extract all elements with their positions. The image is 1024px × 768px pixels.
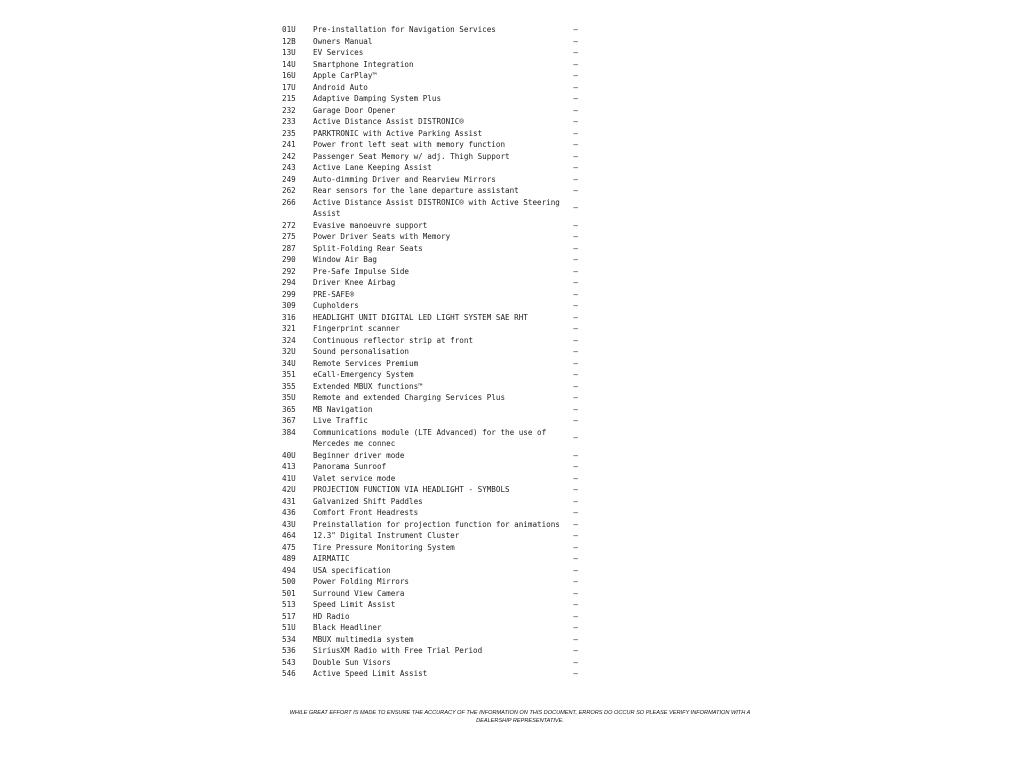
option-row — [282, 668, 582, 680]
option-price: — — [573, 433, 578, 443]
option-description: Garage Door Opener — [313, 105, 396, 115]
option-price: — — [573, 669, 578, 678]
option-price: — — [573, 462, 578, 471]
option-price: — — [573, 577, 578, 586]
option-code: 241 — [282, 140, 296, 149]
option-description: Active Distance Assist DISTRONIC® — [313, 117, 464, 126]
option-row — [282, 484, 582, 496]
option-row — [282, 599, 582, 611]
option-code: 272 — [282, 220, 296, 230]
option-description: Evasive manoeuvre support — [313, 220, 428, 230]
option-row — [282, 404, 582, 416]
option-description: USA specification — [313, 565, 391, 575]
option-price: — — [573, 588, 578, 598]
option-code: 266 — [282, 197, 296, 207]
option-row — [282, 473, 582, 485]
option-price: — — [573, 542, 578, 552]
option-row — [282, 461, 582, 473]
option-price: — — [573, 94, 578, 103]
option-price: — — [573, 151, 578, 161]
option-description: Panorama Sunroof — [313, 462, 387, 471]
option-row — [282, 277, 582, 289]
option-price: — — [573, 335, 578, 345]
option-row — [282, 162, 582, 174]
option-price: — — [573, 554, 578, 563]
option-price: — — [573, 347, 578, 356]
option-description: Adaptive Damping System Plus — [313, 94, 442, 103]
option-code: 436 — [282, 508, 296, 517]
option-code: 384 — [282, 427, 296, 437]
option-row — [282, 346, 582, 358]
option-row — [282, 369, 582, 381]
option-row — [282, 507, 582, 519]
option-row — [282, 243, 582, 255]
option-code: 517 — [282, 611, 296, 621]
option-description: Active Speed Limit Assist — [313, 669, 428, 678]
option-price: — — [573, 36, 578, 46]
option-description: Power Driver Seats with Memory — [313, 232, 451, 241]
option-code: 534 — [282, 634, 296, 644]
option-price: — — [573, 71, 578, 80]
option-code: 14U — [282, 59, 296, 69]
option-row — [282, 82, 582, 94]
option-code: 262 — [282, 186, 296, 195]
option-price: — — [573, 324, 578, 333]
option-code: 242 — [282, 151, 296, 161]
option-description: HD Radio — [313, 611, 350, 621]
option-row — [282, 300, 582, 312]
option-price: — — [573, 289, 578, 299]
option-price: — — [573, 416, 578, 425]
option-description: Surround View Camera — [313, 588, 405, 598]
option-row — [282, 565, 582, 577]
option-code: 355 — [282, 381, 296, 391]
option-price: — — [573, 255, 578, 264]
option-code: 215 — [282, 94, 296, 103]
option-price: — — [573, 485, 578, 494]
option-description: EV Services — [313, 48, 364, 57]
option-price: — — [573, 634, 578, 644]
option-price: — — [573, 519, 578, 529]
option-price: — — [573, 496, 578, 506]
option-description: Smartphone Integration — [313, 59, 414, 69]
option-row — [282, 415, 582, 427]
option-code: 42U — [282, 485, 296, 494]
option-row — [282, 622, 582, 634]
option-code: 275 — [282, 232, 296, 241]
option-price: — — [573, 657, 578, 667]
option-code: 16U — [282, 71, 296, 80]
option-price: — — [573, 565, 578, 575]
option-description: Passenger Seat Memory w/ adj. Thigh Support — [313, 151, 510, 161]
option-row — [282, 59, 582, 71]
option-price: — — [573, 243, 578, 253]
option-code: 543 — [282, 657, 296, 667]
option-price: — — [573, 611, 578, 621]
option-code: 413 — [282, 462, 296, 471]
option-price: — — [573, 450, 578, 460]
option-row — [282, 657, 582, 669]
option-code: 32U — [282, 347, 296, 356]
option-description: MB Navigation — [313, 404, 373, 414]
option-description: Remote Services Premium — [313, 358, 419, 368]
option-row — [282, 289, 582, 301]
option-row — [282, 645, 582, 657]
option-description: Beginner driver mode — [313, 450, 405, 460]
option-row — [282, 519, 582, 531]
option-description: MBUX multimedia system — [313, 634, 414, 644]
option-row — [282, 231, 582, 243]
option-row — [282, 47, 582, 59]
option-price: — — [573, 600, 578, 609]
option-description: Comfort Front Headrests — [313, 508, 419, 517]
option-price: — — [573, 278, 578, 287]
option-code: 367 — [282, 416, 296, 425]
option-description: Speed Limit Assist — [313, 600, 396, 609]
option-code: 536 — [282, 646, 296, 655]
option-price: — — [573, 531, 578, 540]
option-description: Preinstallation for projection function for animations — [313, 519, 560, 529]
option-description: Black Headliner — [313, 623, 382, 632]
option-row — [282, 105, 582, 117]
option-price: — — [573, 312, 578, 322]
option-description: PARKTRONIC with Active Parking Assist — [313, 128, 483, 138]
option-description: Cupholders — [313, 301, 359, 310]
option-price: — — [573, 186, 578, 195]
option-row — [282, 266, 582, 278]
option-code: 494 — [282, 565, 296, 575]
option-code: 249 — [282, 174, 296, 184]
option-row — [282, 392, 582, 404]
option-row — [282, 634, 582, 646]
option-description: Active Distance Assist DISTRONIC® with Active Steering Assist — [313, 197, 560, 218]
option-row — [282, 24, 582, 36]
option-code: 464 — [282, 531, 296, 540]
option-code: 233 — [282, 117, 296, 126]
option-price: — — [573, 163, 578, 172]
option-code: 51U — [282, 623, 296, 632]
option-description: Pre-installation for Navigation Services — [313, 25, 496, 34]
option-description: Window Air Bag — [313, 255, 378, 264]
option-price: — — [573, 220, 578, 230]
option-code: 513 — [282, 600, 296, 609]
option-description: Remote and extended Charging Services Plus — [313, 393, 506, 402]
option-price: — — [573, 232, 578, 241]
option-price: — — [573, 508, 578, 517]
option-price: — — [573, 105, 578, 115]
option-price: — — [573, 174, 578, 184]
option-description: Apple CarPlay™ — [313, 71, 378, 80]
option-code: 34U — [282, 358, 296, 368]
option-row — [282, 381, 582, 393]
option-code: 489 — [282, 554, 296, 563]
option-row — [282, 588, 582, 600]
option-code: 243 — [282, 163, 296, 172]
option-code: 287 — [282, 243, 296, 253]
option-code: 290 — [282, 255, 296, 264]
option-price: — — [573, 59, 578, 69]
option-description: 12.3" Digital Instrument Cluster — [313, 531, 460, 540]
option-row — [282, 197, 582, 220]
option-description: Galvanized Shift Paddles — [313, 496, 423, 506]
option-row — [282, 323, 582, 335]
option-code: 351 — [282, 370, 296, 379]
option-description: SiriusXM Radio with Free Trial Period — [313, 646, 483, 655]
option-row — [282, 151, 582, 163]
option-row — [282, 335, 582, 347]
option-description: Power Folding Mirrors — [313, 577, 410, 586]
option-price: — — [573, 623, 578, 632]
option-code: 309 — [282, 301, 296, 310]
option-code: 294 — [282, 278, 296, 287]
option-description: Auto-dimming Driver and Rearview Mirrors — [313, 174, 496, 184]
option-code: 13U — [282, 48, 296, 57]
option-price: — — [573, 404, 578, 414]
option-row — [282, 139, 582, 151]
option-description: Live Traffic — [313, 416, 368, 425]
option-description: PRE-SAFE® — [313, 289, 355, 299]
option-price: — — [573, 128, 578, 138]
option-description: Communications module (LTE Advanced) for the use of Mercedes me connec — [313, 427, 547, 448]
option-description: Owners Manual — [313, 36, 373, 46]
option-description: Android Auto — [313, 82, 368, 92]
option-row — [282, 128, 582, 140]
option-price: — — [573, 203, 578, 213]
option-code: 299 — [282, 289, 296, 299]
option-code: 546 — [282, 669, 296, 678]
option-code: 316 — [282, 312, 296, 322]
option-price: — — [573, 473, 578, 483]
option-row — [282, 496, 582, 508]
option-code: 232 — [282, 105, 296, 115]
option-description: Double Sun Visors — [313, 657, 391, 667]
option-code: 324 — [282, 335, 296, 345]
option-description: eCall-Emergency System — [313, 370, 414, 379]
option-code: 35U — [282, 393, 296, 402]
option-price: — — [573, 646, 578, 655]
option-price: — — [573, 140, 578, 149]
option-code: 01U — [282, 25, 296, 34]
option-code: 41U — [282, 473, 296, 483]
option-code: 475 — [282, 542, 296, 552]
option-code: 292 — [282, 266, 296, 276]
option-description: Extended MBUX functions™ — [313, 381, 423, 391]
option-code: 500 — [282, 577, 296, 586]
option-code: 40U — [282, 450, 296, 460]
option-description: Fingerprint scanner — [313, 324, 400, 333]
option-code: 43U — [282, 519, 296, 529]
option-row — [282, 220, 582, 232]
option-code: 321 — [282, 324, 296, 333]
option-description: Tire Pressure Monitoring System — [313, 542, 455, 552]
option-price: — — [573, 381, 578, 391]
option-row — [282, 116, 582, 128]
option-description: Driver Knee Airbag — [313, 278, 396, 287]
option-code: 365 — [282, 404, 296, 414]
option-row — [282, 254, 582, 266]
option-description: Pre-Safe Impulse Side — [313, 266, 410, 276]
option-row — [282, 576, 582, 588]
option-description: AIRMATIC — [313, 554, 350, 563]
option-description: HEADLIGHT UNIT DIGITAL LED LIGHT SYSTEM SAE RHT — [313, 312, 528, 322]
option-row — [282, 611, 582, 623]
option-price: — — [573, 266, 578, 276]
option-description: Continuous reflector strip at front — [313, 335, 474, 345]
option-price: — — [573, 358, 578, 368]
option-row — [282, 70, 582, 82]
option-description: Split-Folding Rear Seats — [313, 243, 423, 253]
option-row — [282, 450, 582, 462]
option-row — [282, 312, 582, 324]
option-row — [282, 553, 582, 565]
option-code: 431 — [282, 496, 296, 506]
option-code: 17U — [282, 82, 296, 92]
option-row — [282, 93, 582, 105]
option-price: — — [573, 48, 578, 57]
options-list — [282, 24, 582, 680]
option-description: Rear sensors for the lane departure assistant — [313, 186, 519, 195]
option-row — [282, 542, 582, 554]
option-description: PROJECTION FUNCTION VIA HEADLIGHT - SYMBOLS — [313, 485, 510, 494]
option-description: Active Lane Keeping Assist — [313, 163, 432, 172]
option-code: 12B — [282, 36, 296, 46]
option-price: — — [573, 301, 578, 310]
option-price: — — [573, 25, 578, 34]
option-price: — — [573, 82, 578, 92]
option-row — [282, 174, 582, 186]
option-code: 501 — [282, 588, 296, 598]
option-description: Sound personalisation — [313, 347, 410, 356]
option-code: 235 — [282, 128, 296, 138]
disclaimer-text: WHILE GREAT EFFORT IS MADE TO ENSURE THE ACCURACY OF THE INFORMATION ON THIS DOCUMENT, ERRORS DO OCCUR SO PLEASE VERIFY INFORMATION WITH A DEALERSHIP REPRESENTATIVE. — [289, 710, 751, 724]
option-description: Power front left seat with memory function — [313, 140, 506, 149]
option-price: — — [573, 393, 578, 402]
option-row — [282, 36, 582, 48]
option-description: Valet service mode — [313, 473, 396, 483]
option-price: — — [573, 117, 578, 126]
option-row — [282, 427, 582, 450]
option-price: — — [573, 370, 578, 379]
option-row — [282, 185, 582, 197]
option-row — [282, 358, 582, 370]
option-row — [282, 530, 582, 542]
